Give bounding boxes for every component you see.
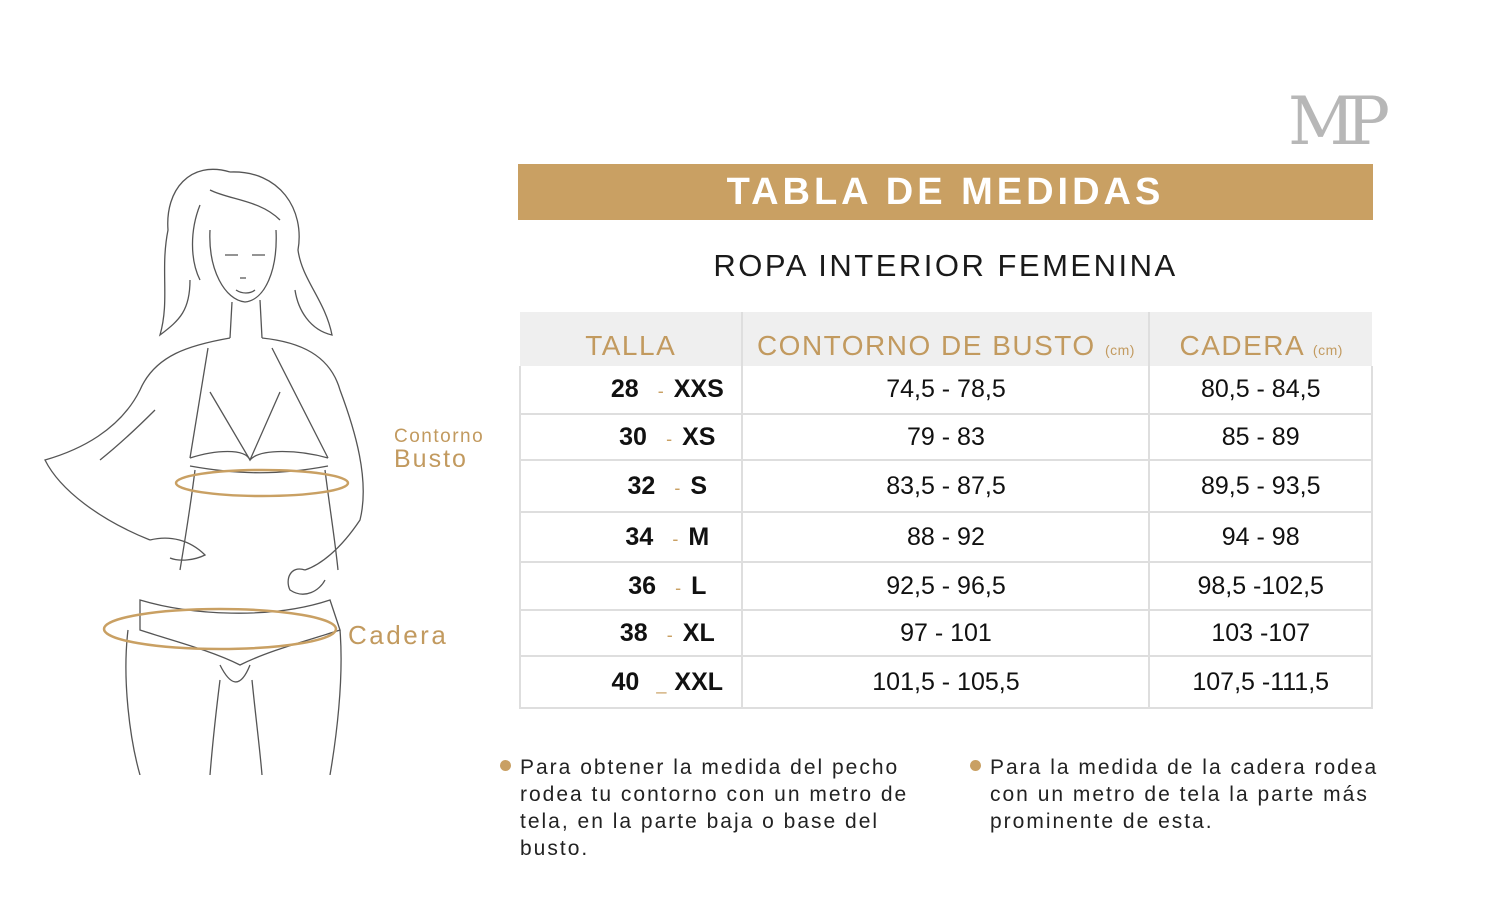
logo-text: MP bbox=[1288, 83, 1380, 160]
table-row bbox=[520, 414, 1372, 460]
bullet-dot-icon bbox=[970, 760, 981, 771]
busto-label-small: Contorno bbox=[394, 426, 485, 447]
size-number: 40 bbox=[611, 667, 640, 696]
table-row bbox=[520, 366, 1372, 414]
size-cell bbox=[520, 512, 742, 562]
size-separator: - bbox=[666, 428, 673, 449]
cadera-label: Cadera bbox=[348, 620, 449, 650]
size-number: 36 bbox=[628, 571, 656, 600]
table-row bbox=[520, 610, 1372, 656]
note-cadera bbox=[970, 754, 1420, 835]
header-talla-label: TALLA bbox=[585, 330, 677, 361]
size-cell bbox=[520, 414, 742, 460]
busto-cell: 88 - 92 bbox=[742, 512, 1149, 562]
size-separator: - bbox=[666, 624, 673, 645]
subtitle: ROPA INTERIOR FEMENINA bbox=[713, 248, 1178, 283]
size-code: S bbox=[690, 471, 708, 500]
size-number: 28 bbox=[610, 375, 639, 403]
size-number: 32 bbox=[627, 471, 656, 500]
brand-logo bbox=[1288, 83, 1384, 160]
size-separator: - bbox=[674, 477, 681, 498]
cadera-cell: 98,5 -102,5 bbox=[1149, 562, 1372, 610]
cadera-cell: 85 - 89 bbox=[1149, 414, 1372, 460]
header-cadera-label: CADERA bbox=[1179, 330, 1304, 361]
size-separator: - bbox=[672, 528, 679, 549]
size-table bbox=[519, 312, 1373, 709]
busto-cell: 92,5 - 96,5 bbox=[742, 562, 1149, 610]
size-number: 38 bbox=[619, 618, 648, 647]
title-banner: TABLA DE MEDIDAS bbox=[518, 164, 1373, 220]
size-code: XXS bbox=[673, 375, 724, 403]
busto-cell: 79 - 83 bbox=[742, 414, 1149, 460]
cadera-ellipse bbox=[104, 609, 336, 649]
size-cell bbox=[520, 656, 742, 708]
size-number: 30 bbox=[619, 422, 647, 451]
busto-ellipse bbox=[176, 470, 348, 496]
figure-drawing bbox=[40, 160, 370, 775]
busto-cell: 101,5 - 105,5 bbox=[742, 656, 1149, 708]
header-busto-label: CONTORNO DE BUSTO bbox=[756, 330, 1096, 361]
size-separator: - bbox=[657, 381, 664, 401]
size-code: XS bbox=[682, 422, 716, 451]
cadera-cell: 103 -107 bbox=[1149, 610, 1372, 656]
header-cadera bbox=[1149, 312, 1372, 366]
note-busto bbox=[500, 754, 930, 862]
table-row bbox=[520, 460, 1372, 512]
busto-label-big: Busto bbox=[394, 445, 468, 473]
bullet-dot-icon bbox=[500, 760, 511, 771]
size-number: 34 bbox=[625, 522, 654, 551]
table-row bbox=[520, 656, 1372, 708]
size-cell bbox=[520, 460, 742, 512]
header-talla bbox=[520, 312, 742, 366]
size-code: XL bbox=[682, 618, 715, 647]
header-busto-unit: (cm) bbox=[1104, 342, 1135, 358]
busto-cell: 83,5 - 87,5 bbox=[742, 460, 1149, 512]
header-busto bbox=[742, 312, 1149, 366]
size-cell bbox=[520, 366, 742, 414]
size-separator: _ bbox=[656, 673, 667, 694]
size-code: XXL bbox=[674, 667, 724, 696]
header-cadera-unit: (cm) bbox=[1312, 342, 1343, 358]
woman-figure-illustration bbox=[40, 160, 370, 780]
busto-cell: 74,5 - 78,5 bbox=[742, 366, 1149, 414]
cadera-cell: 80,5 - 84,5 bbox=[1149, 366, 1372, 414]
size-cell bbox=[520, 562, 742, 610]
cadera-cell: 94 - 98 bbox=[1149, 512, 1372, 562]
table-header-row bbox=[520, 312, 1372, 366]
size-code: L bbox=[691, 571, 707, 600]
busto-cell: 97 - 101 bbox=[742, 610, 1149, 656]
size-cell bbox=[520, 610, 742, 656]
table-row bbox=[520, 562, 1372, 610]
busto-label bbox=[394, 426, 485, 473]
note-cadera-text: Para la medida de la cadera rodea con un metro de tela la parte más prominente de esta. bbox=[990, 756, 1379, 833]
cadera-cell: 89,5 - 93,5 bbox=[1149, 460, 1372, 512]
table-row bbox=[520, 512, 1372, 562]
note-busto-text: Para obtener la medida del pecho rodea tu contorno con un metro de tela, en la parte baja o base del busto. bbox=[520, 756, 909, 860]
size-code: M bbox=[688, 522, 710, 551]
cadera-cell: 107,5 -111,5 bbox=[1149, 656, 1372, 708]
size-separator: - bbox=[675, 577, 682, 598]
